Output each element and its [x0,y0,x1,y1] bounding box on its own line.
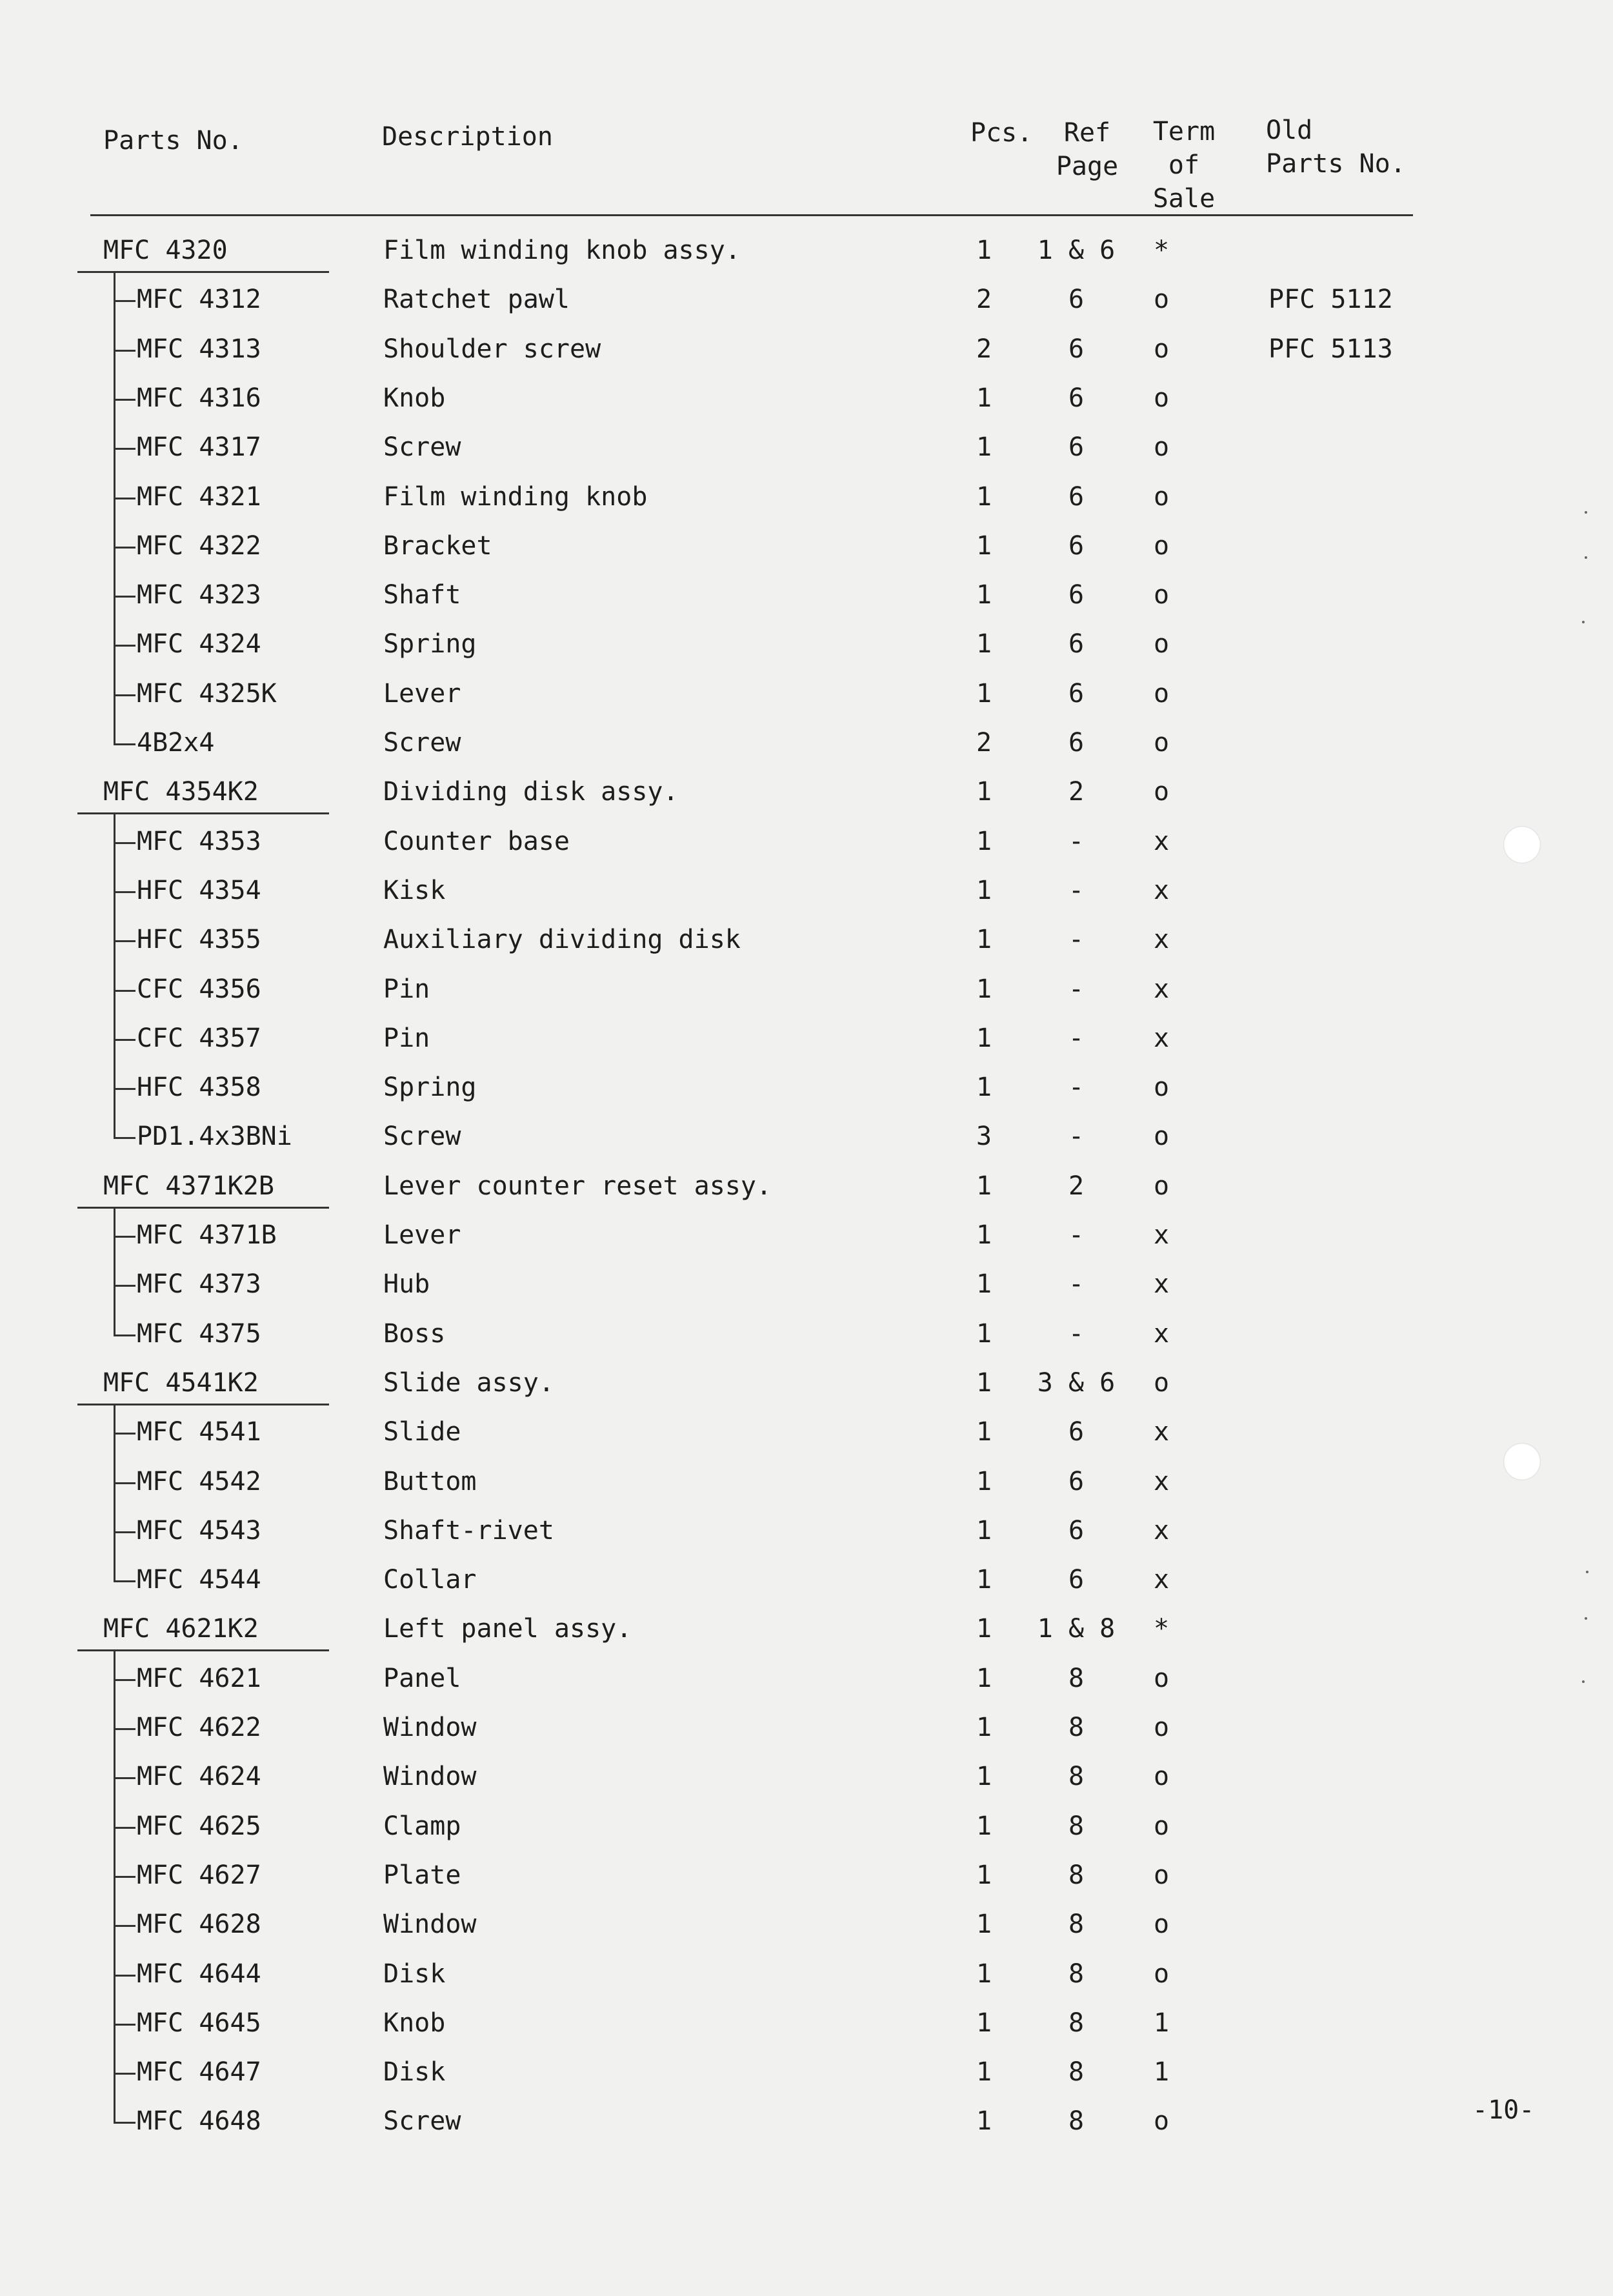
child-part-no: MFC 4645 [137,2008,261,2038]
child-ref-page: 6 [1068,728,1085,758]
child-term: x [1153,1417,1170,1447]
child-description: Lever [383,1220,461,1250]
child-description: Kisk [383,875,446,905]
child-pcs: 1 [976,383,992,413]
child-term: x [1153,1023,1170,1053]
tree-branch [114,300,135,302]
tree-trunk [114,1651,115,2124]
tree-branch [114,1137,135,1139]
child-part-no: MFC 4325K [137,678,277,709]
tree-branch [114,399,135,401]
child-term: x [1153,925,1170,955]
binder-hole-bottom [1503,1443,1541,1480]
tree-branch [114,1876,135,1878]
child-part-no: MFC 4647 [137,2057,261,2088]
child-description: Screw [383,432,461,463]
header-ref-page-line2: Page [1056,152,1119,181]
child-part-no: MFC 4541 [137,1417,261,1447]
child-pcs: 1 [976,1713,992,1742]
tree-branch [114,1777,135,1779]
parent-description: Left panel assy. [383,1614,632,1644]
child-pcs: 1 [976,1318,992,1349]
child-ref-page: 8 [1068,1663,1085,1693]
child-part-no: MFC 4625 [137,1811,261,1841]
child-term: o [1153,1122,1170,1152]
child-part-no: MFC 4313 [137,334,261,364]
child-pcs: 1 [976,1565,992,1595]
parent-term: o [1153,1171,1170,1201]
child-pcs: 1 [976,530,992,561]
child-pcs: 1 [976,432,992,463]
child-description: Window [383,1762,477,1792]
child-pcs: 2 [976,285,992,315]
tree-branch [114,990,135,992]
child-term: x [1153,974,1170,1004]
tree-branch [114,2024,135,2026]
parent-description: Lever counter reset assy. [383,1171,772,1201]
child-part-no: CFC 4356 [137,974,261,1004]
child-pcs: 1 [976,1663,992,1693]
tree-branch [114,1679,135,1681]
child-ref-page: 6 [1068,530,1085,561]
child-description: Knob [383,383,446,413]
header-term-line2: of [1168,150,1200,180]
child-part-no: MFC 4322 [137,530,261,561]
child-term: x [1153,1318,1170,1349]
child-ref-page: 6 [1068,678,1085,709]
tree-branch [114,1285,135,1287]
child-description: Pin [383,974,430,1004]
child-old-part-no: PFC 5112 [1268,285,1393,315]
tree-branch [114,350,135,352]
tree-trunk [114,1405,115,1582]
child-ref-page: 6 [1068,481,1085,512]
child-description: Collar [383,1565,477,1595]
tree-branch [114,596,135,598]
child-term: x [1153,1466,1170,1496]
tree-branch [114,2073,135,2075]
parent-description: Slide assy. [383,1367,554,1398]
child-ref-page: - [1068,925,1085,955]
tree-trunk [114,814,115,1139]
child-part-no: MFC 4375 [137,1318,261,1349]
tree-branch [114,645,135,647]
child-description: Slide [383,1417,461,1447]
child-description: Shaft-rivet [383,1515,554,1546]
parent-pcs: 1 [976,777,992,807]
child-pcs: 2 [976,728,992,758]
child-part-no: MFC 4373 [137,1269,261,1300]
child-old-part-no: PFC 5113 [1268,334,1393,364]
child-ref-page: 8 [1068,1959,1085,1989]
tree-branch [114,498,135,499]
child-ref-page: 8 [1068,2008,1085,2038]
child-pcs: 1 [976,1072,992,1103]
parent-ref-page: 3 & 6 [1037,1367,1116,1398]
child-part-no: MFC 4312 [137,285,261,315]
child-ref-page: 6 [1068,580,1085,610]
child-description: Film winding knob [383,481,648,512]
child-pcs: 1 [976,1417,992,1447]
parent-ref-page: 2 [1068,777,1085,807]
child-part-no: MFC 4317 [137,432,261,463]
child-term: o [1153,481,1170,512]
parent-part-no: MFC 4320 [103,236,228,265]
child-term: o [1153,334,1170,364]
child-description: Screw [383,1122,461,1152]
child-term: x [1153,1515,1170,1546]
tree-branch [114,940,135,942]
child-term: o [1153,383,1170,413]
header-ref-page [1045,116,1129,183]
child-part-no: MFC 4628 [137,1909,261,1940]
tree-branch [114,694,135,696]
child-description: Ratchet pawl [383,285,570,315]
child-pcs: 1 [976,826,992,856]
tree-branch [114,1925,135,1927]
parent-term: * [1153,236,1170,265]
parent-term: o [1153,777,1170,807]
child-pcs: 1 [976,678,992,709]
child-ref-page: - [1068,1072,1085,1103]
child-ref-page: 8 [1068,2057,1085,2088]
child-pcs: 1 [976,1515,992,1546]
child-part-no: MFC 4353 [137,826,261,856]
child-term: o [1153,1860,1170,1890]
child-pcs: 1 [976,1269,992,1300]
parent-ref-page: 2 [1068,1171,1085,1201]
child-ref-page: - [1068,1318,1085,1349]
child-pcs: 1 [976,1220,992,1250]
child-pcs: 1 [976,629,992,660]
child-term: o [1153,580,1170,610]
child-description: Screw [383,728,461,758]
parent-pcs: 1 [976,1171,992,1201]
child-pcs: 1 [976,2008,992,2038]
child-term: o [1153,530,1170,561]
child-pcs: 1 [976,2057,992,2088]
binder-hole-top [1503,826,1541,863]
child-ref-page: - [1068,826,1085,856]
child-description: Lever [383,678,461,709]
child-part-no: MFC 4621 [137,1663,261,1693]
child-term: 1 [1153,2008,1170,2038]
tree-trunk [114,272,115,745]
child-term: o [1153,1811,1170,1841]
header-term-of-sale [1142,115,1226,216]
child-ref-page: 6 [1068,1515,1085,1546]
child-pcs: 3 [976,1122,992,1152]
child-ref-page: - [1068,1023,1085,1053]
child-ref-page: 6 [1068,432,1085,463]
child-part-no: MFC 4544 [137,1565,261,1595]
child-ref-page: 6 [1068,1565,1085,1595]
parent-ref-page: 1 & 6 [1037,236,1116,265]
child-part-no: HFC 4354 [137,875,261,905]
child-part-no: 4B2x4 [137,728,215,758]
tree-branch [114,743,135,745]
tree-branch [114,2122,135,2124]
parent-pcs: 1 [976,1367,992,1398]
child-ref-page: 8 [1068,1909,1085,1940]
child-pcs: 1 [976,1023,992,1053]
child-ref-page: - [1068,974,1085,1004]
tree-branch [114,1482,135,1484]
child-term: o [1153,728,1170,758]
speck [1585,556,1587,559]
child-description: Window [383,1909,477,1940]
speck [1582,1680,1585,1683]
child-description: Counter base [383,826,570,856]
child-part-no: MFC 4622 [137,1713,261,1742]
child-term: o [1153,678,1170,709]
child-ref-page: - [1068,1220,1085,1250]
tree-branch [114,448,135,450]
child-term: 1 [1153,2057,1170,2088]
child-term: o [1153,1909,1170,1940]
tree-branch [114,1088,135,1090]
child-part-no: MFC 4627 [137,1860,261,1890]
child-ref-page: 8 [1068,1860,1085,1890]
child-part-no: PD1.4x3BNi [137,1122,292,1152]
child-description: Auxiliary dividing disk [383,925,741,955]
child-pcs: 1 [976,1860,992,1890]
parent-pcs: 1 [976,236,992,265]
header-ref-page-line1: Ref [1063,118,1111,148]
child-part-no: HFC 4355 [137,925,261,955]
tree-branch [114,842,135,844]
tree-branch [114,1580,135,1582]
child-part-no: MFC 4316 [137,383,261,413]
child-description: Disk [383,1959,446,1989]
child-ref-page: 6 [1068,1466,1085,1496]
child-description: Screw [383,2106,461,2137]
speck [1586,1571,1588,1573]
child-ref-page: 6 [1068,1417,1085,1447]
child-pcs: 1 [976,925,992,955]
child-term: o [1153,432,1170,463]
child-pcs: 1 [976,1959,992,1989]
child-pcs: 1 [976,1466,992,1496]
child-term: o [1153,1959,1170,1989]
header-rule [90,214,1413,216]
parent-description: Dividing disk assy. [383,777,679,807]
child-term: o [1153,629,1170,660]
child-ref-page: - [1068,1122,1085,1152]
header-old-line1: Old [1266,116,1313,145]
child-description: Shaft [383,580,461,610]
child-description: Window [383,1713,477,1742]
child-term: o [1153,1663,1170,1693]
tree-branch [114,547,135,549]
page-number: -10- [1472,2095,1535,2125]
child-description: Spring [383,629,477,660]
child-part-no: MFC 4542 [137,1466,261,1496]
tree-branch [114,891,135,893]
child-pcs: 1 [976,580,992,610]
child-ref-page: 6 [1068,629,1085,660]
child-pcs: 1 [976,1909,992,1940]
child-part-no: MFC 4371B [137,1220,277,1250]
tree-branch [114,1827,135,1829]
child-ref-page: 6 [1068,334,1085,364]
parent-part-no: MFC 4371K2B [103,1171,274,1201]
child-ref-page: - [1068,1269,1085,1300]
child-pcs: 1 [976,875,992,905]
child-description: Knob [383,2008,446,2038]
child-ref-page: 8 [1068,2106,1085,2137]
child-term: x [1153,1269,1170,1300]
parent-ref-page: 1 & 8 [1037,1614,1116,1644]
child-pcs: 1 [976,1811,992,1841]
child-part-no: MFC 4644 [137,1959,261,1989]
child-ref-page: 8 [1068,1811,1085,1841]
tree-trunk [114,1208,115,1336]
child-part-no: MFC 4324 [137,629,261,660]
child-part-no: MFC 4543 [137,1515,261,1546]
header-term-line3: Sale [1152,184,1216,214]
speck [1585,511,1587,514]
header-old-line2: Parts No. [1266,149,1406,179]
parent-term: * [1153,1614,1170,1644]
child-description: Clamp [383,1811,461,1841]
child-ref-page: - [1068,875,1085,905]
child-part-no: MFC 4624 [137,1762,261,1792]
parent-description: Film winding knob assy. [383,236,741,265]
parent-part-no: MFC 4354K2 [103,777,259,807]
parent-part-no: MFC 4621K2 [103,1614,259,1644]
tree-branch [114,1039,135,1041]
parent-part-no: MFC 4541K2 [103,1367,259,1398]
child-description: Shoulder screw [383,334,601,364]
tree-branch [114,1728,135,1730]
child-term: o [1153,1713,1170,1742]
child-part-no: MFC 4321 [137,481,261,512]
speck [1585,1617,1587,1620]
parent-pcs: 1 [976,1614,992,1644]
child-description: Pin [383,1023,430,1053]
child-part-no: HFC 4358 [137,1072,261,1103]
child-term: x [1153,1220,1170,1250]
child-pcs: 1 [976,481,992,512]
child-pcs: 1 [976,2106,992,2137]
child-description: Disk [383,2057,446,2088]
header-old-parts-no [1266,114,1406,181]
header-pcs: Pcs. [970,118,1033,148]
parent-term: o [1153,1367,1170,1398]
child-description: Buttom [383,1466,477,1496]
child-term: x [1153,826,1170,856]
child-term: o [1153,2106,1170,2137]
child-term: x [1153,875,1170,905]
child-pcs: 2 [976,334,992,364]
child-term: o [1153,1072,1170,1103]
child-part-no: MFC 4648 [137,2106,261,2137]
child-ref-page: 6 [1068,383,1085,413]
child-description: Hub [383,1269,430,1300]
tree-branch [114,1433,135,1435]
child-term: o [1153,1762,1170,1792]
child-description: Panel [383,1663,461,1693]
child-description: Plate [383,1860,461,1890]
child-ref-page: 8 [1068,1713,1085,1742]
header-description: Description [382,122,553,152]
tree-branch [114,1236,135,1238]
child-description: Boss [383,1318,446,1349]
child-ref-page: 6 [1068,285,1085,315]
header-term-line1: Term [1152,117,1216,146]
header-parts-no: Parts No. [103,126,243,156]
tree-branch [114,1531,135,1533]
child-ref-page: 8 [1068,1762,1085,1792]
child-term: o [1153,285,1170,315]
child-pcs: 1 [976,1762,992,1792]
child-part-no: MFC 4323 [137,580,261,610]
child-part-no: CFC 4357 [137,1023,261,1053]
tree-branch [114,1334,135,1336]
speck [1582,621,1585,623]
child-term: x [1153,1565,1170,1595]
child-pcs: 1 [976,974,992,1004]
tree-branch [114,1975,135,1977]
child-description: Bracket [383,530,492,561]
child-description: Spring [383,1072,477,1103]
